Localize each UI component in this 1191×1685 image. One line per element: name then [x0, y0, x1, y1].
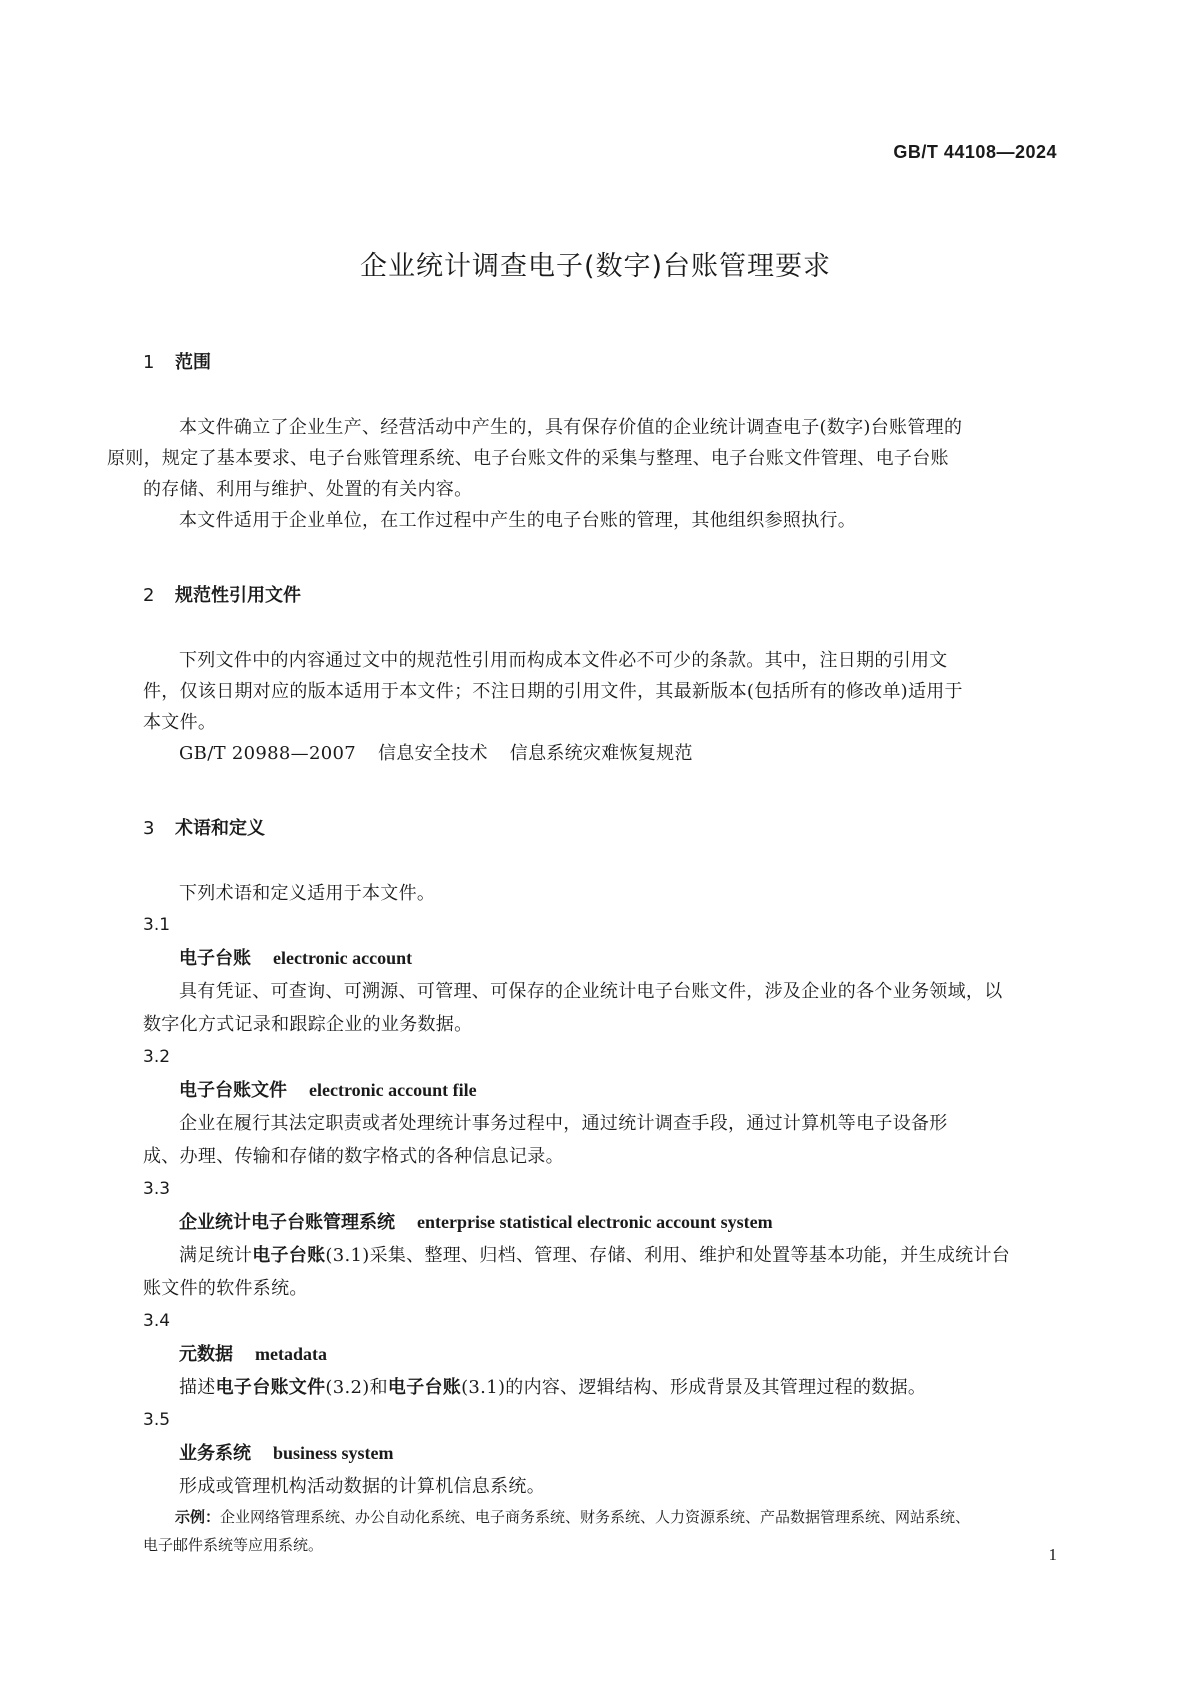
- section-3-heading: [143, 813, 1057, 844]
- text-line: 本文件确立了企业生产、经营活动中产生的，具有保存价值的企业统计调查电子(数字)台账管理的: [179, 417, 963, 438]
- section-number: 2: [143, 585, 155, 606]
- term-zh: 业务系统: [179, 1443, 251, 1464]
- section-2-heading: [143, 580, 1057, 611]
- section-title: 规范性引用文件: [175, 585, 301, 606]
- section-number: 3: [143, 818, 155, 839]
- text-line: 件，仅该日期对应的版本适用于本文件；不注日期的引用文件，其最新版本(包括所有的修改单)适用于: [143, 681, 963, 702]
- term-cross-reference: 电子台账: [252, 1245, 326, 1266]
- term-definition: 形成或管理机构活动数据的计算机信息系统。: [179, 1476, 545, 1497]
- text-line: 数字化方式记录和跟踪企业的业务数据。: [143, 1014, 473, 1035]
- term-zh: 电子台账文件: [179, 1080, 287, 1101]
- text-run: (3.1)的内容、逻辑结构、形成背景及其管理过程的数据。: [461, 1377, 927, 1398]
- page-number: 1: [1048, 1545, 1057, 1564]
- term-name: [143, 1206, 1057, 1239]
- term-definition: [143, 1371, 1057, 1404]
- example-note: [143, 1503, 1057, 1531]
- term-name: [143, 942, 1057, 975]
- text-line: 成、办理、传输和存储的数字格式的各种信息记录。: [143, 1146, 564, 1167]
- section-title: 术语和定义: [175, 818, 265, 839]
- text-line: 企业网络管理系统、办公自动化系统、电子商务系统、财务系统、人力资源系统、产品数据管理系统、网站系统、: [220, 1508, 971, 1526]
- text-line: 具有凭证、可查询、可溯源、可管理、可保存的企业统计电子台账文件，涉及企业的各个业务领域，以: [179, 981, 1003, 1002]
- example-note-continued: 电子邮件系统等应用系统。: [143, 1536, 324, 1554]
- scope-applicability: 本文件适用于企业单位，在工作过程中产生的电子台账的管理，其他组织参照执行。: [179, 510, 857, 531]
- text-run: 满足统计: [179, 1245, 253, 1266]
- term-en: business system: [273, 1443, 394, 1463]
- term-en: electronic account file: [309, 1080, 477, 1100]
- term-cross-reference: 电子台账文件: [215, 1377, 326, 1398]
- term-en: electronic account: [273, 948, 413, 968]
- term-name: [143, 1074, 1057, 1107]
- text-run: (3.1)采集、整理、归档、管理、存储、利用、维护和处置等基本功能，并生成统计台: [325, 1245, 1011, 1266]
- scope-paragraph: [107, 412, 1057, 505]
- term-zh: 元数据: [179, 1344, 233, 1365]
- term-zh: 企业统计电子台账管理系统: [179, 1212, 395, 1233]
- term-cross-reference: 电子台账: [387, 1377, 462, 1398]
- term-definition: [143, 975, 1057, 1041]
- section-number: 1: [143, 352, 155, 373]
- reference-code: GB/T 20988—2007: [179, 743, 356, 764]
- document-body: [107, 347, 1057, 1559]
- section-1-heading: [143, 347, 1057, 378]
- text-line: 原则，规定了基本要求、电子台账管理系统、电子台账文件的采集与整理、电子台账文件管理、电子台账: [107, 448, 949, 469]
- term-name: [143, 1437, 1057, 1470]
- term-name: [143, 1338, 1057, 1371]
- term-en: metadata: [255, 1344, 327, 1364]
- text-line: 下列文件中的内容通过文中的规范性引用而构成本文件必不可少的条款。其中，注日期的引用文: [179, 650, 948, 671]
- term-en: enterprise statistical electronic account system: [417, 1212, 773, 1232]
- text-run: 描述: [179, 1377, 216, 1398]
- section-title: 范围: [175, 352, 211, 373]
- term-definition: [143, 1107, 1057, 1173]
- normative-references-paragraph: [143, 645, 1057, 738]
- standard-number: GB/T 44108—2024: [893, 142, 1057, 162]
- term-number: 3.5: [143, 1410, 171, 1430]
- example-label: 示例：: [175, 1508, 221, 1526]
- term-number: 3.4: [143, 1311, 171, 1331]
- reference-entry: [143, 738, 1057, 769]
- term-number: 3.1: [143, 915, 171, 935]
- text-line: 的存储、利用与维护、处置的有关内容。: [143, 479, 473, 500]
- term-zh: 电子台账: [179, 948, 251, 969]
- reference-title-part: 信息系统灾难恢复规范: [509, 743, 693, 764]
- text-line: 账文件的软件系统。: [143, 1278, 308, 1299]
- term-definition: [143, 1239, 1057, 1305]
- text-line: 企业在履行其法定职责或者处理统计事务过程中，通过统计调查手段，通过计算机等电子设备形: [179, 1113, 948, 1134]
- document-title: 企业统计调查电子(数字)台账管理要求: [359, 251, 832, 282]
- terms-intro: 下列术语和定义适用于本文件。: [179, 883, 436, 904]
- text-run: (3.2)和: [325, 1377, 388, 1398]
- term-number: 3.3: [143, 1179, 171, 1199]
- reference-title-part: 信息安全技术: [377, 743, 488, 764]
- text-line: 本文件。: [143, 712, 217, 733]
- term-number: 3.2: [143, 1047, 171, 1067]
